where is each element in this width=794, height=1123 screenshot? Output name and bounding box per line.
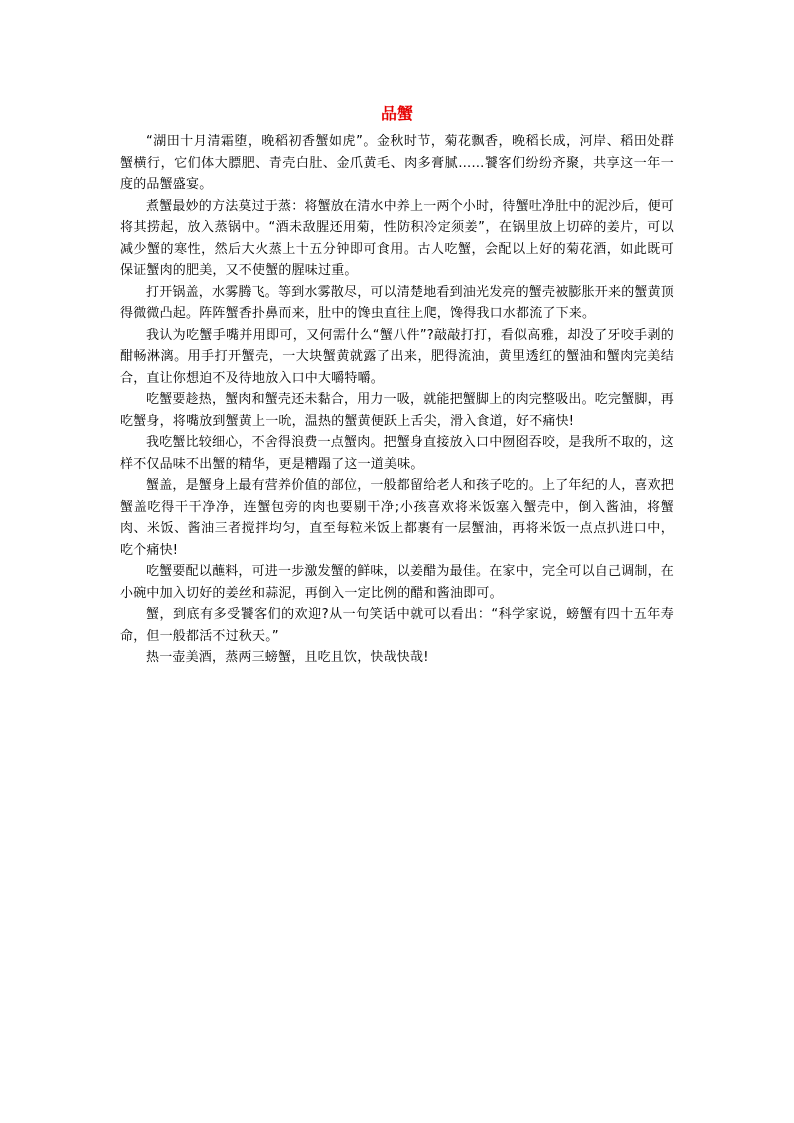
paragraph: 打开锅盖，水雾腾飞。等到水雾散尽，可以清楚地看到油光发亮的蟹壳被膨胀开来的蟹黄顶得微微凸起。阵阵蟹香扑鼻而来，肚中的馋虫直往上爬，馋得我口水都流了下来。	[120, 284, 675, 321]
paragraph: “湖田十月清霜堕，晚稻初香蟹如虎”。金秋时节，菊花飘香，晚稻长成，河岸、稻田处群蟹横行，它们体大膘肥、青壳白肚、金爪黄毛、肉多膏腻……饕客们纷纷齐聚，共享这一年一度的品蟹盛宴。	[120, 134, 674, 192]
paragraph: 吃蟹要配以蘸料，可进一步激发蟹的鲜味，以姜醋为最佳。在家中，完全可以自己调制，在小碗中加入切好的姜丝和蒜泥，再倒入一定比例的醋和酱油即可。	[120, 564, 675, 601]
paragraph: 吃蟹要趁热，蟹肉和蟹壳还未黏合，用力一吸，就能把蟹脚上的肉完整吸出。吃完蟹脚，再吃蟹身，将嘴放到蟹黄上一吮，温热的蟹黄便跃上舌尖，滑入食道，好不痛快!	[120, 392, 675, 429]
paragraph: 我认为吃蟹手嘴并用即可，又何需什么“蟹八件”?敲敲打打，看似高雅，却没了牙咬手剥的酣畅淋漓。用手打开蟹壳，一大块蟹黄就露了出来，肥得流油，黄里透红的蟹油和蟹肉完美结合，直让你想迫不及待地放入口中大嚼特嚼。	[120, 327, 674, 386]
paragraph: 热一壶美酒，蒸两三螃蟹，且吃且饮，快哉快哉!	[146, 650, 429, 665]
document-body	[120, 131, 674, 669]
paragraph: 我吃蟹比较细心，不舍得浪费一点蟹肉。把蟹身直接放入口中囫囵吞咬，是我所不取的，这样不仅品味不出蟹的精华，更是糟蹋了这一道美味。	[120, 435, 675, 472]
paragraph: 煮蟹最妙的方法莫过于蒸：将蟹放在清水中养上一两个小时，待蟹吐净肚中的泥沙后，便可将其捞起，放入蒸锅中。“酒未敌腥还用菊，性防积冷定须姜”，在锅里放上切碎的姜片，可以减少蟹的寒性，然后大火蒸上十五分钟即可食用。古人吃蟹，会配以上好的菊花酒，如此既可保证蟹肉的肥美，又不使蟹的腥味过重。	[120, 198, 675, 278]
paragraph: 蟹，到底有多受饕客们的欢迎?从一句笑话中就可以看出：“科学家说，螃蟹有四十五年寿命，但一般都活不过秋天。”	[120, 607, 674, 644]
document-title: 品蟹	[380, 104, 413, 123]
paragraph: 蟹盖，是蟹身上最有营养价值的部位，一般都留给老人和孩子吃的。上了年纪的人，喜欢把蟹盖吃得干干净净，连蟹包旁的肉也要剔干净;小孩喜欢将米饭塞入蟹壳中，倒入酱油，将蟹肉、米饭、酱油三者搅拌均匀，直至每粒米饭上都裹有一层蟹油，再将米饭一点点扒进口中，吃个痛快!	[120, 478, 675, 558]
